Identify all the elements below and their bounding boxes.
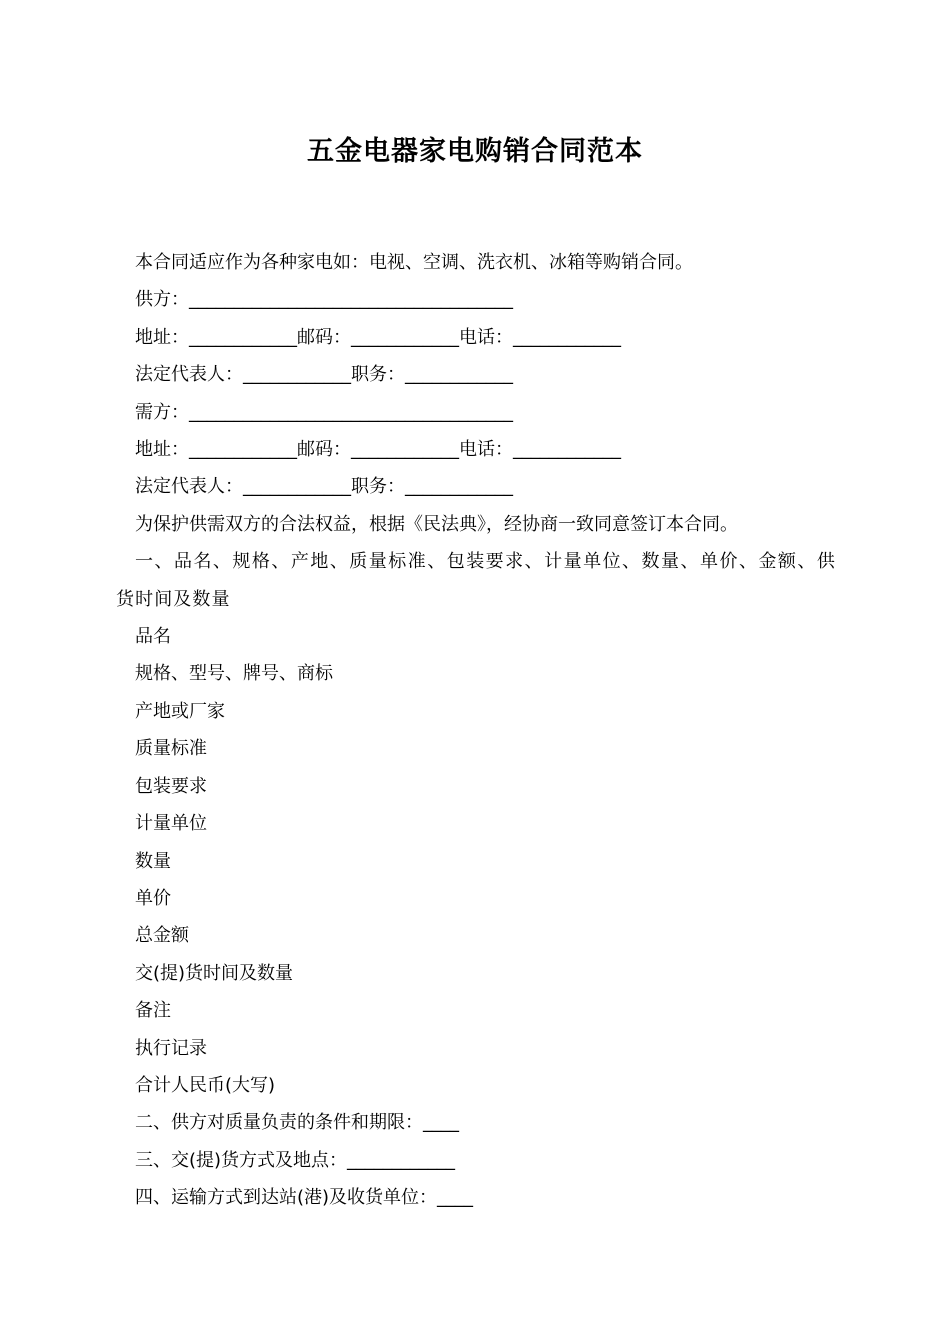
item-remarks: 备注	[135, 1000, 171, 1022]
item-unit-price: 单价	[135, 887, 171, 909]
contract-body	[116, 244, 836, 1217]
item-total-rmb: 合计人民币(大写)	[135, 1074, 276, 1096]
buyer-line: 需方：____________________________________	[135, 401, 513, 423]
supplier-line: 供方：____________________________________	[135, 289, 513, 311]
item-specification: 规格、型号、牌号、商标	[135, 663, 333, 685]
section-four-line: 四、运输方式到达站(港)及收货单位：____	[135, 1187, 474, 1209]
item-origin: 产地或厂家	[135, 700, 225, 722]
buyer-representative-line: 法定代表人：____________职务：____________	[135, 476, 513, 498]
section-one-heading: 一、品名、规格、产地、质量标准、包装要求、计量单位、数量、单价、金额、供货时间及数量	[116, 551, 836, 610]
section-three-line: 三、交(提)货方式及地点：____________	[135, 1149, 456, 1171]
item-quality-standard: 质量标准	[135, 738, 207, 760]
supplier-address-line: 地址：____________邮码：____________电话：____________	[135, 326, 621, 348]
item-quantity: 数量	[135, 850, 171, 872]
supplier-representative-line: 法定代表人：____________职务：____________	[135, 364, 513, 386]
section-two-line: 二、供方对质量负责的条件和期限：____	[135, 1112, 459, 1134]
purpose-line: 为保护供需双方的合法权益，根据《民法典》，经协商一致同意签订本合同。	[135, 513, 738, 535]
item-total-amount: 总金额	[135, 925, 189, 947]
intro-line: 本合同适应作为各种家电如：电视、空调、洗衣机、冰箱等购销合同。	[135, 252, 693, 273]
item-execution-record: 执行记录	[135, 1037, 207, 1059]
item-packaging: 包装要求	[135, 775, 207, 797]
buyer-address-line: 地址：____________邮码：____________电话：____________	[135, 439, 621, 461]
item-delivery-time: 交(提)货时间及数量	[135, 962, 294, 984]
document-title: 五金电器家电购销合同范本	[307, 136, 643, 167]
item-product-name: 品名	[135, 626, 171, 648]
item-unit: 计量单位	[135, 813, 207, 835]
